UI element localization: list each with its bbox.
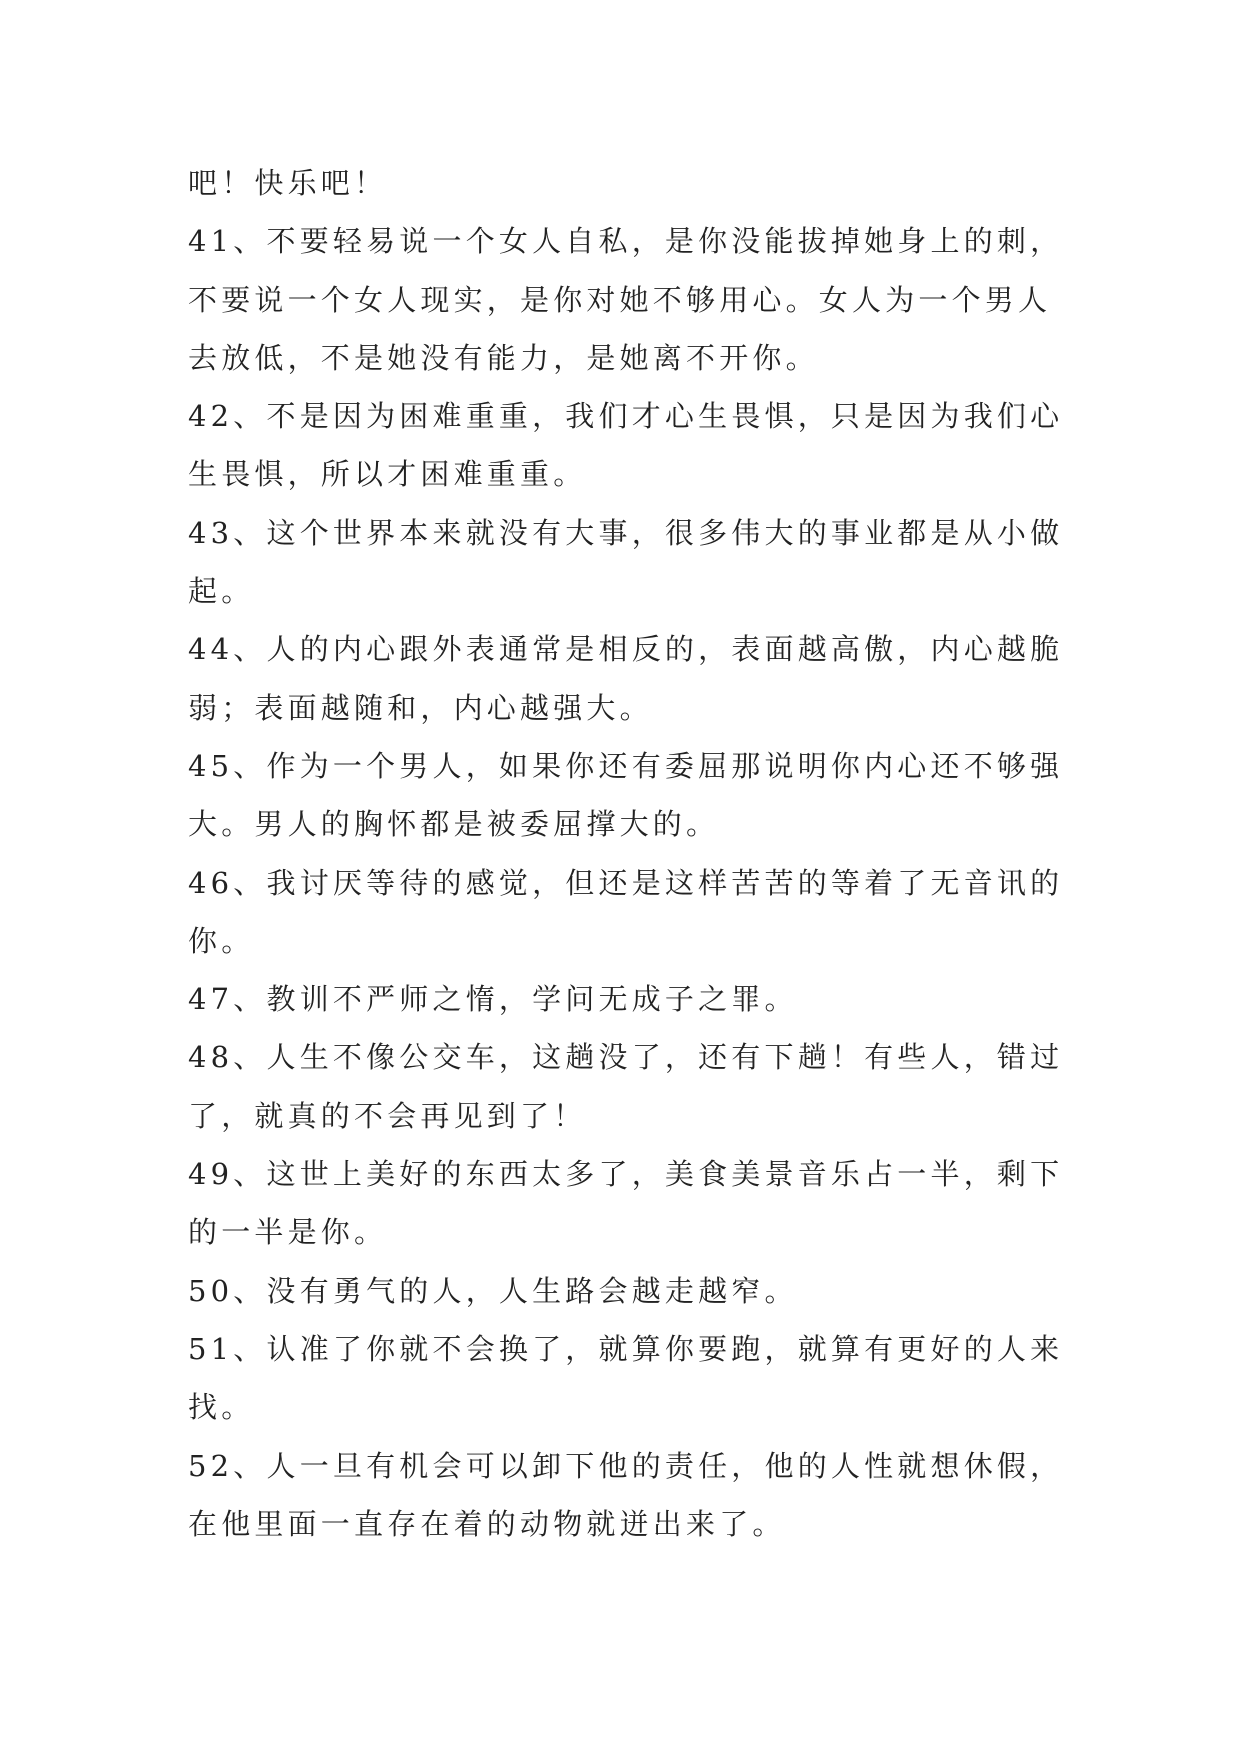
paragraph-43: 43、这个世界本来就没有大事，很多伟大的事业都是从小做起。 [188,515,1064,609]
paragraph-51: 51、认准了你就不会换了，就算你要跑，就算有更好的人来找。 [188,1331,1064,1425]
paragraph-continuation: 吧！快乐吧！ [188,166,388,200]
paragraph-41: 41、不要轻易说一个女人自私，是你没能拔掉她身上的刺，不要说一个女人现实，是你对她不够用心。女人为一个男人去放低，不是她没有能力，是她离不开你。 [188,224,1064,375]
document-body [188,154,1068,1553]
paragraph-50: 50、没有勇气的人，人生路会越走越窄。 [188,1273,798,1308]
paragraph-46: 46、我讨厌等待的感觉，但还是这样苦苦的等着了无音讯的你。 [188,865,1064,958]
paragraph-45: 45、作为一个男人，如果你还有委屈那说明你内心还不够强大。男人的胸怀都是被委屈撑大的。 [188,748,1064,842]
paragraph-47: 47、教训不严师之惰，学问无成子之罪。 [188,982,798,1017]
paragraph-44: 44、人的内心跟外表通常是相反的，表面越高傲，内心越脆弱；表面越随和，内心越强大。 [188,632,1064,725]
paragraph-42: 42、不是因为困难重重，我们才心生畏惧，只是因为我们心生畏惧，所以才困难重重。 [188,399,1064,492]
paragraph-52: 52、人一旦有机会可以卸下他的责任，他的人性就想休假，在他里面一直存在着的动物就迸出来了。 [188,1448,1064,1541]
paragraph-49: 49、这世上美好的东西太多了，美食美景音乐占一半，剩下的一半是你。 [188,1157,1064,1250]
paragraph-48: 48、人生不像公交车，这趟没了，还有下趟！有些人，错过了，就真的不会再见到了！ [188,1040,1064,1133]
